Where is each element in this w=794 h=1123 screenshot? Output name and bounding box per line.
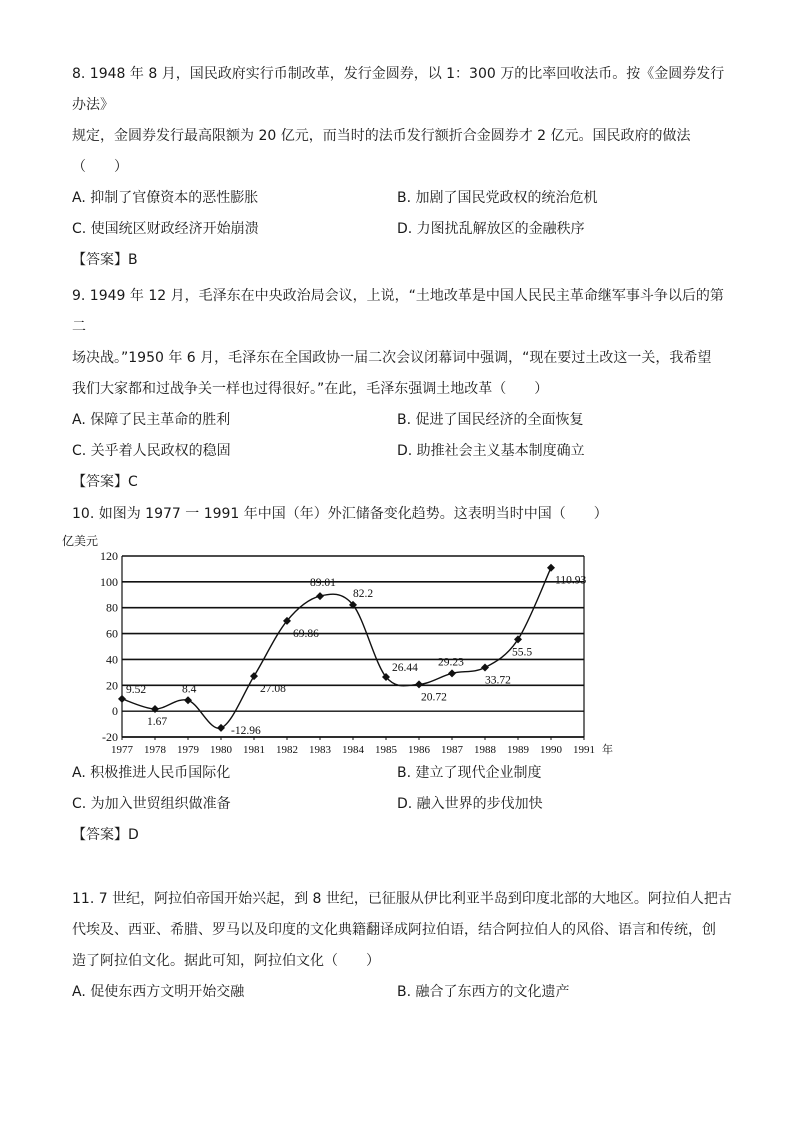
data-point: [184, 696, 192, 704]
question-10-stem: [72, 499, 732, 530]
data-label: 29.23: [438, 656, 464, 669]
data-point: [217, 724, 225, 732]
data-point: [118, 695, 126, 703]
q9-option-c[interactable]: C. 关乎着人民政权的稳固: [72, 443, 231, 459]
x-tick-label: 1978: [144, 744, 166, 755]
q10-option-a[interactable]: A. 积极推进人民币国际化: [72, 765, 231, 781]
data-label: 8.4: [182, 683, 197, 696]
forex-reserve-chart: [60, 533, 630, 755]
series-line: [122, 568, 551, 729]
q10-line-1: 10. 如图为 1977 一 1991 年中国（年）外汇储备变化趋势。这表明当时中国（ ）: [72, 506, 608, 522]
q10-option-c[interactable]: C. 为加入世贸组织做准备: [72, 796, 231, 812]
q10-option-b[interactable]: B. 建立了现代企业制度: [397, 765, 542, 781]
q10-answer: [72, 820, 732, 851]
data-point: [514, 635, 522, 643]
q9-answer: [72, 467, 732, 498]
x-tick-label: 1989: [507, 744, 529, 755]
q9-option-d[interactable]: D. 助推社会主义基本制度确立: [397, 443, 585, 459]
q11-options: [72, 977, 732, 1008]
data-label: 69.86: [293, 627, 319, 640]
data-label: 89.01: [310, 577, 336, 590]
x-tick-label: 1981: [243, 744, 265, 755]
q11-line-3: 造了阿拉伯文化。据此可知，阿拉伯文化（ ）: [72, 953, 380, 969]
x-tick-label: 1986: [408, 744, 430, 755]
y-tick-label: 40: [106, 652, 118, 667]
q9-line-3: 我们大家都和过战争关一样也过得很好。”在此，毛泽东强调土地改革（ ）: [72, 381, 549, 397]
answer-tag: 【答案】: [72, 474, 128, 490]
x-tick-label: 1982: [276, 744, 298, 755]
x-tick-label: 1987: [441, 744, 463, 755]
q9-line-1: 9. 1949 年 12 月，毛泽东在中央政治局会议，上说，“土地改革是中国人民民主革命继军事斗争以后的第二: [72, 288, 724, 335]
q11-option-a[interactable]: A. 促使东西方文明开始交融: [72, 984, 245, 1000]
y-tick-label: 80: [106, 600, 118, 615]
x-tick-label: 1985: [375, 744, 397, 755]
y-tick-label: 0: [112, 704, 118, 719]
data-label: 110.93: [555, 574, 587, 587]
q11-option-b[interactable]: B. 融合了东西方的文化遗产: [397, 984, 570, 1000]
answer-tag: 【答案】: [72, 827, 128, 843]
data-label: 26.44: [392, 661, 418, 674]
data-point: [316, 592, 324, 600]
y-tick-label: 20: [106, 678, 118, 693]
data-label: 20.72: [421, 691, 447, 704]
q8-line-2: 规定，金圆券发行最高限额为 20 亿元，而当时的法币发行额折合金圆券才 2 亿元。国民政府的做法: [72, 128, 691, 144]
q9-line-2: 场决战。”1950 年 6 月，毛泽东在全国政协一届二次会议闭幕词中强调，“现在要过土改这一关，我希望: [72, 350, 712, 366]
q10-options: [72, 758, 732, 820]
question-9: [72, 281, 732, 498]
q10-option-d[interactable]: D. 融入世界的步伐加快: [397, 796, 543, 812]
x-tick-label: 1980: [210, 744, 232, 755]
question-10-options: [72, 758, 732, 851]
y-tick-label: 100: [100, 574, 118, 589]
x-tick-label: 1984: [342, 744, 364, 755]
q8-answer: [72, 245, 732, 276]
data-point: [448, 669, 456, 677]
answer-value: C: [128, 474, 138, 490]
answer-value: D: [128, 827, 139, 843]
data-label: 82.2: [353, 587, 374, 600]
x-tick-label: 1983: [309, 744, 331, 755]
q8-line-3: （ ）: [72, 159, 128, 175]
y-axis-label: 亿美元: [62, 534, 99, 548]
x-axis-label: 年: [602, 744, 613, 755]
q8-option-a[interactable]: A. 抑制了官僚资本的恶性膨胀: [72, 190, 259, 206]
x-tick-label: 1988: [474, 744, 496, 755]
q9-option-a[interactable]: A. 保障了民主革命的胜利: [72, 412, 231, 428]
y-tick-label: -20: [102, 730, 118, 744]
q9-options: [72, 405, 732, 467]
data-label: 27.08: [260, 683, 286, 696]
q8-option-d[interactable]: D. 力图扰乱解放区的金融秩序: [397, 221, 585, 237]
data-label: -12.96: [231, 724, 261, 737]
x-tick-label: 1977: [111, 744, 133, 755]
q11-line-1: 11. 7 世纪，阿拉伯帝国开始兴起，到 8 世纪，已征服从伊比利亚半岛到印度北部的大地区。阿拉伯人把古: [72, 891, 732, 907]
y-tick-label: 120: [100, 549, 118, 563]
y-tick-label: 60: [106, 626, 118, 641]
data-point: [250, 672, 258, 680]
question-8: [72, 59, 732, 276]
q9-option-b[interactable]: B. 促进了国民经济的全面恢复: [397, 412, 584, 428]
q8-line-1: 8. 1948 年 8 月，国民政府实行币制改革，发行金圆券，以 1：300 万的比率回收法币。按《金圆券发行办法》: [72, 66, 725, 113]
q11-line-2: 代埃及、西亚、希腊、罗马以及印度的文化典籍翻译成阿拉伯语，结合阿拉伯人的风俗、语言和传统，创: [72, 922, 716, 938]
data-label: 1.67: [147, 715, 168, 728]
data-point: [547, 564, 555, 572]
answer-tag: 【答案】: [72, 252, 128, 268]
data-point: [415, 680, 423, 688]
data-label: 55.5: [512, 646, 533, 659]
data-point: [481, 664, 489, 672]
x-tick-label: 1991: [573, 744, 595, 755]
q8-option-b[interactable]: B. 加剧了国民党政权的统治危机: [397, 190, 598, 206]
q8-option-c[interactable]: C. 使国统区财政经济开始崩溃: [72, 221, 259, 237]
question-11: [72, 884, 732, 1008]
x-tick-label: 1979: [177, 744, 199, 755]
data-label: 9.52: [126, 683, 147, 696]
x-tick-label: 1990: [540, 744, 562, 755]
data-label: 33.72: [485, 674, 511, 687]
q8-options: [72, 183, 732, 245]
answer-value: B: [128, 252, 138, 268]
